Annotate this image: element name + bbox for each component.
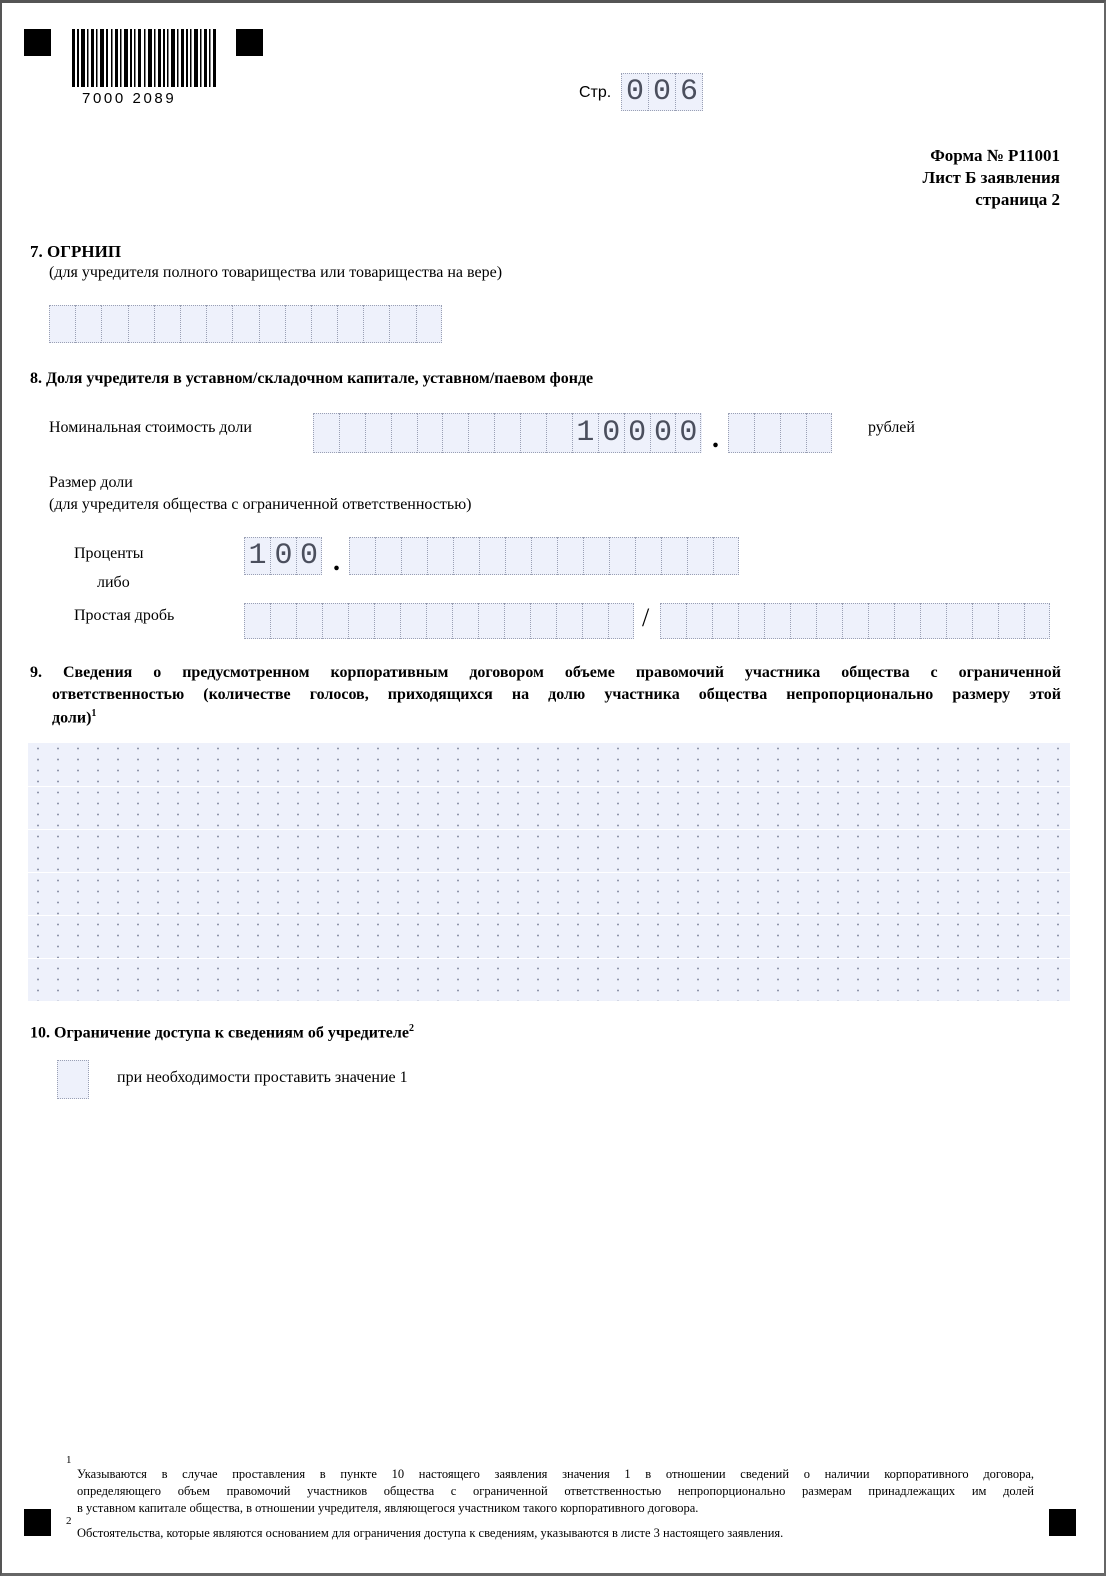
fraction-cell[interactable] <box>894 603 920 639</box>
fraction-separator: / <box>642 603 650 632</box>
or-label: либо <box>97 574 130 591</box>
fraction-cell[interactable] <box>478 603 504 639</box>
section-9-title-line2: ответственностью (количестве голосов, приходящихся на долю участника общества непропорционально размеру этой <box>52 686 1061 703</box>
corporate-agreement-input-area[interactable] <box>28 743 1070 1001</box>
nominal-int-cell[interactable] <box>546 413 572 453</box>
page-label: Стр. <box>579 84 612 101</box>
section-9-title-line1: 9. Сведения о предусмотренном корпоративным договором объеме правомочий участника общества с ограниченной <box>30 664 1061 681</box>
page-digit-cell: 0 <box>648 73 675 111</box>
fraction-cell[interactable] <box>244 603 270 639</box>
fraction-denominator-input[interactable] <box>660 603 1050 639</box>
corner-marker-bottom-left <box>24 1509 51 1536</box>
form-header <box>923 145 1060 211</box>
corner-marker-bottom-right <box>1049 1509 1076 1536</box>
nominal-value-integer-input[interactable] <box>313 413 702 453</box>
fraction-cell[interactable] <box>348 603 374 639</box>
percent-int-cell[interactable]: 0 <box>296 537 322 575</box>
ogrnip-cell[interactable] <box>49 305 75 343</box>
percent-dec-cell[interactable] <box>635 537 661 575</box>
section-9-title-end: доли) <box>52 709 92 727</box>
section-10-title <box>30 1023 414 1042</box>
nominal-int-cell[interactable] <box>391 413 417 453</box>
footnote-1-line2: определяющего объем правомочий участников общества с ограниченной ответственностью непропорционально размерам принадлежащих им долей <box>77 1484 1034 1498</box>
percent-decimal-point: . <box>333 546 340 577</box>
nominal-int-cell[interactable]: 0 <box>598 413 624 453</box>
fraction-cell[interactable] <box>972 603 998 639</box>
access-restriction-input[interactable] <box>57 1060 89 1099</box>
nominal-dec-cell[interactable] <box>806 413 832 453</box>
page-number-cells <box>621 73 703 111</box>
fraction-cell[interactable] <box>582 603 608 639</box>
fraction-cell[interactable] <box>660 603 686 639</box>
nominal-int-cell[interactable] <box>468 413 494 453</box>
section-10-title-text: 10. Ограничение доступа к сведениям об учредителе <box>30 1024 409 1042</box>
percent-dec-cell[interactable] <box>557 537 583 575</box>
nominal-int-cell[interactable] <box>494 413 520 453</box>
fraction-cell[interactable] <box>764 603 790 639</box>
footnote-2-text: Обстоятельства, которые являются основанием для ограничения доступа к сведениям, указываются в листе 3 настоящего заявления. <box>77 1526 784 1540</box>
percent-dec-cell[interactable] <box>401 537 427 575</box>
nominal-int-cell[interactable]: 0 <box>675 413 701 453</box>
fraction-cell[interactable] <box>920 603 946 639</box>
fraction-cell[interactable] <box>790 603 816 639</box>
nominal-int-cell[interactable] <box>520 413 546 453</box>
nominal-int-cell[interactable] <box>442 413 468 453</box>
fraction-cell[interactable] <box>946 603 972 639</box>
ogrnip-cell[interactable] <box>416 305 442 343</box>
percent-dec-cell[interactable] <box>687 537 713 575</box>
ogrnip-cell[interactable] <box>206 305 232 343</box>
fraction-cell[interactable] <box>374 603 400 639</box>
fraction-cell[interactable] <box>504 603 530 639</box>
footnote-1-line1: Указываются в случае проставления в пункте 10 настоящего заявления значения 1 в отношении сведений о наличии корпоративного договора, <box>77 1467 1034 1481</box>
fraction-cell[interactable] <box>868 603 894 639</box>
ogrnip-cell[interactable] <box>259 305 285 343</box>
currency-label: рублей <box>868 419 915 436</box>
fraction-cell[interactable] <box>816 603 842 639</box>
footnote-ref-1: 1 <box>91 708 97 719</box>
ogrnip-cell[interactable] <box>101 305 127 343</box>
percent-int-cell[interactable]: 0 <box>270 537 296 575</box>
fraction-cell[interactable] <box>530 603 556 639</box>
section-9-title-line3 <box>52 708 96 727</box>
percent-dec-cell[interactable] <box>609 537 635 575</box>
fraction-cell[interactable] <box>270 603 296 639</box>
percent-int-cell[interactable]: 1 <box>244 537 270 575</box>
ogrnip-cell[interactable] <box>311 305 337 343</box>
nominal-int-cell[interactable] <box>365 413 391 453</box>
footnote-2-number: 2 <box>66 1515 72 1527</box>
ogrnip-cell[interactable] <box>75 305 101 343</box>
percent-integer-input[interactable] <box>244 537 322 575</box>
percent-dec-cell[interactable] <box>453 537 479 575</box>
nominal-int-cell[interactable]: 1 <box>572 413 598 453</box>
corner-marker-top-right <box>236 29 263 56</box>
ogrnip-cell[interactable] <box>180 305 206 343</box>
percent-decimal-input[interactable] <box>349 537 739 575</box>
form-sheet: Лист Б заявления <box>922 168 1060 187</box>
percent-dec-cell[interactable] <box>531 537 557 575</box>
fraction-cell[interactable] <box>426 603 452 639</box>
fraction-label: Простая дробь <box>74 607 175 624</box>
fraction-cell[interactable] <box>712 603 738 639</box>
nominal-int-cell[interactable]: 0 <box>650 413 676 453</box>
section-7-subtitle: (для учредителя полного товарищества или товарищества на вере) <box>49 264 503 281</box>
barcode-icon <box>72 29 217 87</box>
share-size-note: (для учредителя общества с ограниченной ответственностью) <box>49 496 472 513</box>
percent-dec-cell[interactable] <box>661 537 687 575</box>
ogrnip-cell[interactable] <box>285 305 311 343</box>
percent-dec-cell[interactable] <box>583 537 609 575</box>
ogrnip-input[interactable] <box>49 305 442 343</box>
footnote-1-line3: в уставном капитале общества, в отношении учредителя, являющегося участником такого корпоративного договора. <box>77 1501 699 1515</box>
nominal-dec-cell[interactable] <box>728 413 754 453</box>
access-restriction-cell[interactable] <box>57 1060 89 1099</box>
nominal-dec-cell[interactable] <box>754 413 780 453</box>
nominal-int-cell[interactable] <box>339 413 365 453</box>
percent-dec-cell[interactable] <box>713 537 739 575</box>
percent-dec-cell[interactable] <box>479 537 505 575</box>
nominal-value-kopecks-input[interactable] <box>728 413 832 453</box>
fraction-cell[interactable] <box>842 603 868 639</box>
footnote-1-number: 1 <box>66 1454 72 1466</box>
decimal-point: . <box>712 423 719 454</box>
corner-marker-top-left <box>24 29 51 56</box>
fraction-cell[interactable] <box>452 603 478 639</box>
percent-dec-cell[interactable] <box>349 537 375 575</box>
fraction-cell[interactable] <box>1024 603 1050 639</box>
percent-dec-cell[interactable] <box>505 537 531 575</box>
fraction-cell[interactable] <box>322 603 348 639</box>
nominal-int-cell[interactable]: 0 <box>624 413 650 453</box>
form-subpage: страница 2 <box>975 190 1060 209</box>
nominal-int-cell[interactable] <box>313 413 339 453</box>
ogrnip-cell[interactable] <box>389 305 415 343</box>
fraction-cell[interactable] <box>998 603 1024 639</box>
ogrnip-cell[interactable] <box>154 305 180 343</box>
section-7-title: 7. ОГРНИП <box>30 242 122 261</box>
section-8-title: 8. Доля учредителя в уставном/складочном капитале, уставном/паевом фонде <box>30 370 594 387</box>
barcode-number: 7000 2089 <box>82 90 177 107</box>
page-digit-cell: 0 <box>621 73 648 111</box>
nominal-int-cell[interactable] <box>417 413 443 453</box>
fraction-cell[interactable] <box>738 603 764 639</box>
page-digit-cell: 6 <box>675 73 703 111</box>
ogrnip-cell[interactable] <box>128 305 154 343</box>
percent-label: Проценты <box>74 545 144 562</box>
fraction-cell[interactable] <box>296 603 322 639</box>
ogrnip-cell[interactable] <box>337 305 363 343</box>
access-restriction-hint: при необходимости проставить значение 1 <box>117 1069 408 1086</box>
nominal-value-label: Номинальная стоимость доли <box>49 419 252 436</box>
fraction-cell[interactable] <box>608 603 634 639</box>
fraction-cell[interactable] <box>686 603 712 639</box>
percent-dec-cell[interactable] <box>375 537 401 575</box>
share-size-label: Размер доли <box>49 474 133 491</box>
percent-dec-cell[interactable] <box>427 537 453 575</box>
fraction-cell[interactable] <box>400 603 426 639</box>
fraction-numerator-input[interactable] <box>244 603 634 639</box>
form-number: Форма № Р11001 <box>930 146 1060 165</box>
footnote-ref-2: 2 <box>408 1023 414 1034</box>
nominal-dec-cell[interactable] <box>780 413 806 453</box>
ogrnip-cell[interactable] <box>363 305 389 343</box>
fraction-cell[interactable] <box>556 603 582 639</box>
ogrnip-cell[interactable] <box>232 305 258 343</box>
